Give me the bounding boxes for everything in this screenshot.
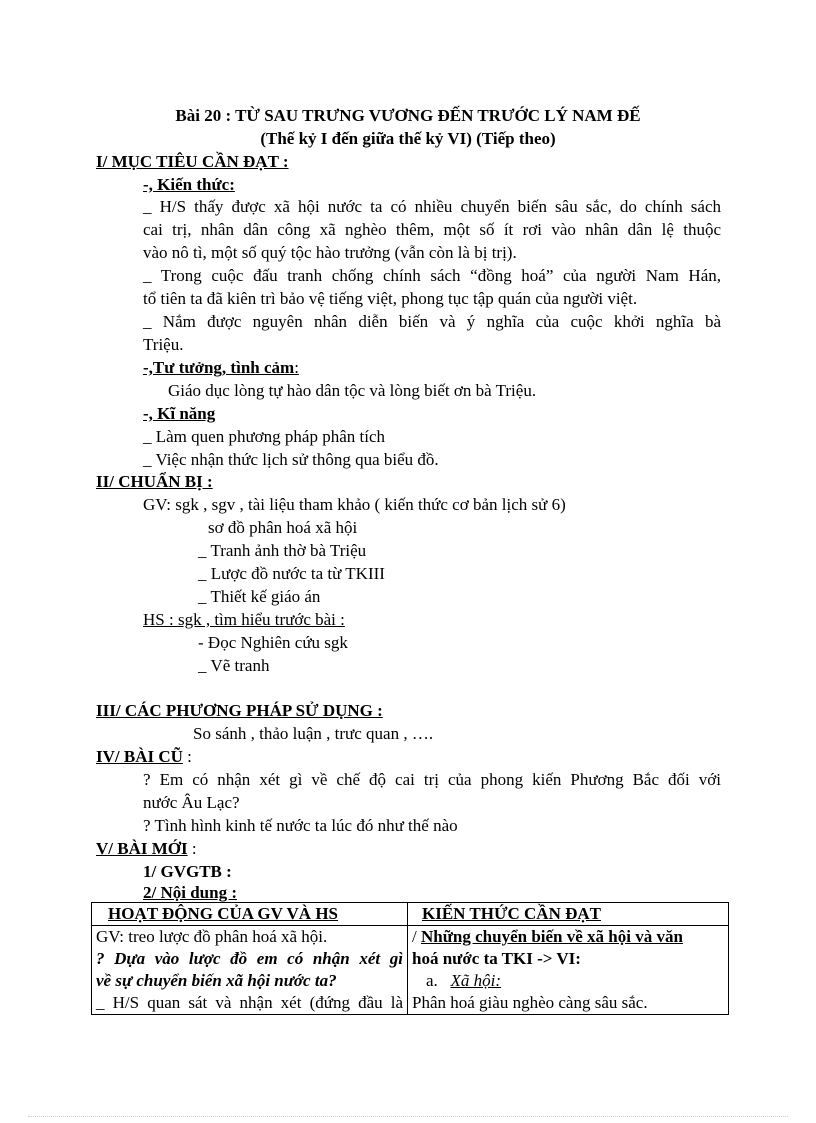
knowledge-p1-line: cai trị, nhân dân công xã nghèo thêm, một số ít rơi vào nhân dân lệ thuộc (143, 220, 721, 239)
student-materials: HS : sgk , tìm hiểu trước bài : (143, 610, 345, 629)
table-header-row (92, 903, 729, 926)
student-material-item: - Đọc Nghiên cứu sgk (198, 633, 348, 652)
knowledge-p3-line: Triệu. (143, 335, 184, 354)
subsection-label: Xã hội: (450, 971, 502, 990)
knowledge-label: -, Kiến thức: (143, 175, 235, 194)
section-heading-new-lesson: V/ BÀI MỚI (96, 839, 188, 858)
lesson-title: Bài 20 : TỪ SAU TRƯNG VƯƠNG ĐẾN TRƯỚC LÝ NAM ĐẾ (175, 106, 641, 125)
discussion-question-line: về sự chuyển biến xã hội nước ta? (96, 971, 337, 990)
teacher-materials: GV: sgk , sgv , tài liệu tham khảo ( kiến thức cơ bản lịch sử 6) (143, 495, 566, 514)
teacher-activity: GV: treo lược đồ phân hoá xã hội. (96, 927, 328, 946)
section-heading-methods: III/ CÁC PHƯƠNG PHÁP SỬ DỤNG : (96, 701, 383, 720)
student-material-item: _ Vẽ tranh (198, 656, 270, 675)
methods-text: So sánh , thảo luận , trưc quan , …. (193, 724, 434, 743)
teacher-material-item: _ Thiết kế giáo án (198, 587, 321, 606)
lesson-plan-table (91, 902, 729, 1015)
column-header-knowledge: KIẾN THỨC CẦN ĐẠT (422, 904, 601, 923)
table-row (92, 926, 729, 1015)
column-header-activities: HOẠT ĐỘNG CỦA GV VÀ HS (108, 904, 339, 923)
section-heading-objectives: I/ MỤC TIÊU CẦN ĐẠT : (96, 152, 289, 171)
knowledge-p2-line: tổ tiên ta đã kiên trì bảo vệ tiếng việt, phong tục tập quán của người việt. (143, 289, 638, 308)
skills-item: _ Làm quen phương pháp phân tích (143, 427, 385, 446)
knowledge-text: Phân hoá giàu nghèo càng sâu sắc. (412, 993, 648, 1012)
section-heading-new-lesson-row: V/ BÀI MỚI : (96, 839, 197, 858)
old-lesson-question-line: nước Âu Lạc? (143, 793, 240, 812)
attitude-text: Giáo dục lòng tự hào dân tộc và lòng biết ơn bà Triệu. (168, 381, 537, 400)
student-activity: _ H/S quan sát và nhận xét (đứng đầu là (96, 993, 403, 1012)
knowledge-heading-row: / Những chuyển biến về xã hội và văn (412, 927, 683, 946)
subsection-marker: a. (426, 971, 438, 990)
section-heading-old-lesson-row: IV/ BÀI CŨ : (96, 747, 192, 766)
knowledge-heading: Những chuyển biến về xã hội và văn (420, 927, 683, 946)
knowledge-p1-line: vào nô tì, một số quý tộc hào trưởng (vẫn còn là bị trị). (143, 243, 517, 262)
knowledge-subsection-row (412, 970, 724, 992)
attitude-label: -,Tư tưởng, tình cảm: (143, 358, 299, 377)
teacher-material-item: sơ đồ phân hoá xã hội (208, 518, 358, 537)
skills-label: -, Kĩ năng (143, 404, 216, 423)
new-lesson-intro: 1/ GVGTB : (143, 862, 232, 881)
discussion-question-line: ? Dựa vào lược đồ em có nhận xét gì (96, 949, 403, 968)
knowledge-p2-line: _ Trong cuộc đấu tranh chống chính sách “đồng hoá” của người Nam Hán, (143, 266, 721, 285)
lesson-subtitle: (Thế kỷ I đến giữa thế kỷ VI) (Tiếp theo) (260, 129, 556, 148)
teacher-material-item: _ Tranh ảnh thờ bà Triệu (198, 541, 367, 560)
section-heading-old-lesson: IV/ BÀI CŨ (96, 747, 183, 766)
old-lesson-question: ? Tình hình kinh tế nước ta lúc đó như thế nào (143, 816, 458, 835)
teacher-material-item: _ Lược đồ nước ta từ TKIII (198, 564, 385, 583)
new-lesson-content: 2/ Nội dung : (143, 883, 237, 902)
old-lesson-question-line: ? Em có nhận xét gì về chế độ cai trị của phong kiến Phương Bắc đối với (143, 770, 721, 789)
page-bottom-dotted-rule (28, 1116, 788, 1117)
section-heading-preparation: II/ CHUẨN BỊ : (96, 472, 213, 491)
knowledge-p3-line: _ Nắm được nguyên nhân diễn biến và ý nghĩa của cuộc khởi nghĩa bà (143, 312, 721, 331)
knowledge-p1-line: _ H/S thấy được xã hội nước ta có nhiều chuyển biến sâu sắc, do chính sách (143, 197, 721, 216)
knowledge-heading-cont: hoá nước ta TKI -> VI: (412, 949, 581, 968)
skills-item: _ Việc nhận thức lịch sử thông qua biểu đồ. (143, 450, 439, 469)
